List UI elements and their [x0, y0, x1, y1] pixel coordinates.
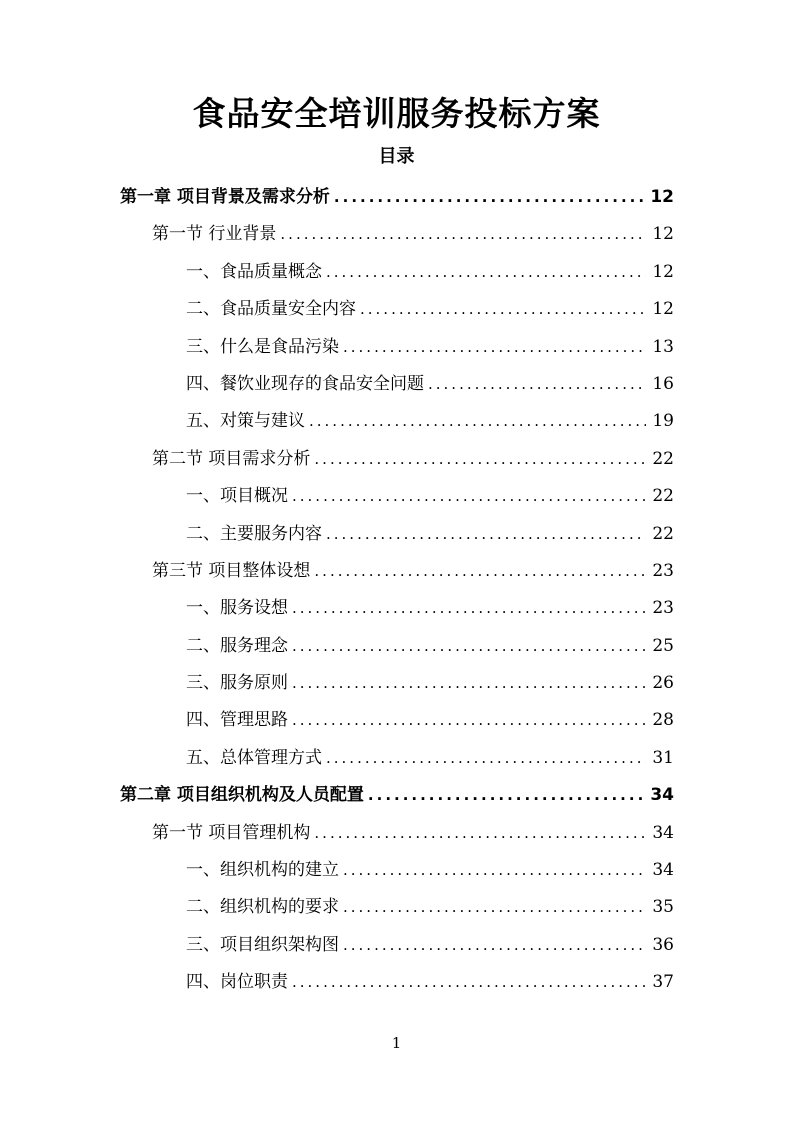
toc-leader-dots: [314, 815, 646, 852]
toc-entry-page: 28: [652, 710, 674, 731]
toc-entry-label: 二、主要服务内容: [186, 523, 322, 544]
toc-entry-item[interactable]: [120, 366, 674, 403]
toc-entry-page: 31: [652, 747, 674, 768]
toc-entry-page: 16: [652, 373, 674, 394]
toc-entry-label: 第一节 行业背景: [152, 224, 277, 245]
toc-leader-dots: [292, 628, 646, 665]
toc-entry-item[interactable]: [120, 403, 674, 440]
page-number: 1: [391, 1034, 402, 1052]
toc-entry-label: 第三节 项目整体设想: [152, 560, 311, 581]
toc-leader-dots: [334, 179, 644, 216]
toc-entry-item[interactable]: [120, 964, 674, 1001]
toc-entry-label: 三、服务原则: [186, 673, 288, 694]
toc-leader-dots: [343, 852, 646, 889]
toc-entry-item[interactable]: [120, 702, 674, 739]
toc-entry-page: 34: [652, 860, 674, 881]
toc-entry-item[interactable]: [120, 516, 674, 553]
document-title: 食品安全培训服务投标方案: [192, 94, 601, 133]
table-of-contents: [120, 179, 674, 1002]
toc-entry-page: 34: [650, 785, 674, 806]
toc-entry-label: 二、组织机构的要求: [186, 897, 339, 918]
toc-entry-item[interactable]: [120, 628, 674, 665]
toc-entry-label: 一、组织机构的建立: [186, 860, 339, 881]
toc-entry-label: 一、服务设想: [186, 598, 288, 619]
toc-leader-dots: [292, 665, 646, 702]
toc-entry-label: 四、岗位职责: [186, 972, 288, 993]
toc-entry-page: 12: [650, 187, 674, 207]
toc-entry-item[interactable]: [120, 889, 674, 926]
toc-leader-dots: [343, 927, 646, 964]
toc-leader-dots: [314, 441, 646, 478]
toc-entry-label: 二、食品质量安全内容: [186, 299, 356, 320]
toc-entry-page: 19: [652, 411, 674, 432]
toc-entry-page: 22: [652, 486, 674, 507]
toc-entry-section-2-1[interactable]: [120, 815, 674, 852]
toc-leader-dots: [280, 216, 646, 253]
toc-entry-label: 第一章 项目背景及需求分析: [120, 187, 330, 207]
toc-leader-dots: [326, 740, 646, 777]
toc-entry-page: 23: [652, 560, 674, 581]
toc-entry-page: 37: [652, 972, 674, 993]
toc-leader-dots: [309, 403, 646, 440]
toc-entry-page: 26: [652, 673, 674, 694]
toc-entry-item[interactable]: [120, 254, 674, 291]
toc-leader-dots: [292, 478, 646, 515]
toc-entry-label: 第二节 项目需求分析: [152, 448, 311, 469]
toc-entry-section-1-2[interactable]: [120, 441, 674, 478]
toc-entry-item[interactable]: [120, 665, 674, 702]
toc-entry-label: 五、总体管理方式: [186, 747, 322, 768]
toc-entry-item[interactable]: [120, 740, 674, 777]
toc-entry-item[interactable]: [120, 329, 674, 366]
toc-entry-item[interactable]: [120, 852, 674, 889]
toc-leader-dots: [368, 777, 644, 814]
toc-leader-dots: [326, 254, 646, 291]
toc-entry-section-1-1[interactable]: [120, 216, 674, 253]
toc-entry-page: 12: [652, 224, 674, 245]
toc-entry-label: 第二章 项目组织机构及人员配置: [120, 785, 364, 806]
toc-entry-page: 35: [652, 897, 674, 918]
toc-entry-label: 一、食品质量概念: [186, 261, 322, 282]
toc-leader-dots: [343, 889, 646, 926]
toc-entry-label: 四、餐饮业现存的食品安全问题: [186, 373, 424, 394]
toc-leader-dots: [326, 516, 646, 553]
toc-entry-page: 23: [652, 598, 674, 619]
toc-leader-dots: [343, 329, 646, 366]
toc-entry-page: 22: [652, 523, 674, 544]
toc-entry-item[interactable]: [120, 478, 674, 515]
toc-entry-item[interactable]: [120, 590, 674, 627]
toc-entry-page: 25: [652, 635, 674, 656]
toc-entry-page: 12: [652, 299, 674, 320]
toc-leader-dots: [292, 702, 646, 739]
toc-entry-page: 34: [652, 822, 674, 843]
toc-entry-item[interactable]: [120, 927, 674, 964]
toc-heading: 目录: [378, 146, 415, 167]
toc-entry-label: 四、管理思路: [186, 710, 288, 731]
toc-leader-dots: [314, 553, 646, 590]
toc-entry-page: 36: [652, 934, 674, 955]
toc-leader-dots: [292, 590, 646, 627]
toc-entry-label: 一、项目概况: [186, 486, 288, 507]
toc-entry-page: 12: [652, 261, 674, 282]
toc-leader-dots: [428, 366, 646, 403]
toc-entry-label: 三、什么是食品污染: [186, 336, 339, 357]
toc-leader-dots: [292, 964, 646, 1001]
toc-leader-dots: [360, 291, 646, 328]
toc-entry-section-1-3[interactable]: [120, 553, 674, 590]
toc-entry-label: 三、项目组织架构图: [186, 934, 339, 955]
toc-entry-chapter-1[interactable]: [120, 179, 674, 216]
toc-entry-chapter-2[interactable]: [120, 777, 674, 814]
toc-entry-label: 二、服务理念: [186, 635, 288, 656]
toc-entry-page: 13: [652, 336, 674, 357]
toc-entry-item[interactable]: [120, 291, 674, 328]
toc-entry-label: 五、对策与建议: [186, 411, 305, 432]
toc-entry-label: 第一节 项目管理机构: [152, 822, 311, 843]
toc-entry-page: 22: [652, 448, 674, 469]
